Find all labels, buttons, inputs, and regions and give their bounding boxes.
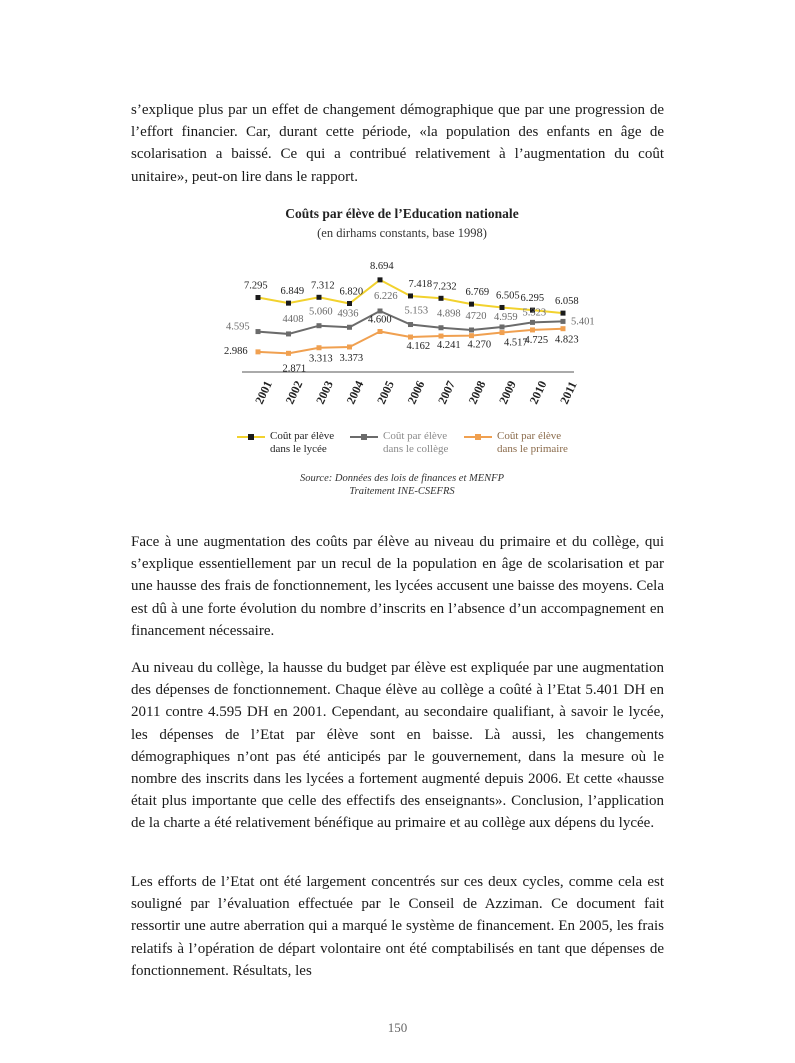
- data-label-0-6: 7.232: [433, 281, 457, 293]
- chart-processing: Traitement INE-CSEFRS: [349, 486, 455, 497]
- data-point-1-10: [561, 319, 566, 324]
- data-label-1-7: 4720: [465, 310, 487, 322]
- x-tick-2008: 2008: [465, 378, 489, 407]
- chart-source: Source: Données des lois de finances et MENFP: [299, 473, 505, 484]
- data-point-0-0: [256, 295, 261, 300]
- data-label-2-1: 2.871: [282, 363, 307, 375]
- x-tick-2003: 2003: [313, 378, 336, 407]
- data-label-1-0: 4.595: [226, 321, 250, 333]
- x-tick-2006: 2006: [404, 378, 428, 407]
- data-point-2-0: [256, 349, 261, 354]
- data-point-0-7: [469, 302, 474, 307]
- data-point-1-8: [500, 324, 505, 329]
- page-number: 150: [387, 1020, 408, 1035]
- data-label-0-10: 6.058: [555, 296, 579, 308]
- data-label-2-6: 4.241: [437, 340, 461, 352]
- data-label-0-8: 6.505: [496, 290, 520, 302]
- data-label-2-7: 4.270: [467, 339, 492, 351]
- data-label-2-8: 4.517: [504, 337, 528, 349]
- legend-college-line2: dans le collège: [383, 443, 449, 455]
- data-point-2-3: [347, 344, 352, 349]
- data-point-1-6: [439, 325, 444, 330]
- data-point-0-10: [561, 311, 566, 316]
- legend-lycee-line2: dans le lycée: [270, 443, 327, 455]
- data-label-0-1: 6.849: [280, 286, 305, 298]
- data-point-0-6: [439, 296, 444, 301]
- data-point-2-2: [317, 345, 322, 350]
- data-point-2-7: [469, 333, 474, 338]
- data-point-2-5: [408, 335, 413, 340]
- data-label-1-9: 5.323: [522, 307, 547, 319]
- data-point-1-0: [256, 329, 261, 334]
- data-label-0-7: 6.769: [465, 287, 490, 299]
- cost-per-student-chart: [222, 200, 595, 500]
- legend-college-symbol: [350, 432, 378, 442]
- legend-primaire-line2: dans le primaire: [497, 443, 568, 455]
- data-point-1-7: [469, 327, 474, 332]
- data-label-2-2: 3.313: [309, 353, 333, 365]
- paragraph-efforts: Les efforts de l’Etat ont été largement concentrés sur ces deux cycles, comme cela est souligné par l’évaluation effectuée par le Conseil de Azziman. Ce document fait ressortir une autre aberration qui a marqué le système de financement. En 2005, les frais relatifs à l’opération de départ volontaire ont été comptabilisés en tant que dépenses de fonctionnement. Résultats, les: [131, 874, 664, 979]
- data-label-1-4: 6.226: [374, 290, 398, 302]
- data-point-2-9: [530, 327, 535, 332]
- legend-primaire-symbol: [464, 432, 492, 442]
- paragraph-intro: s’explique plus par un effet de changement démographique que par une progression de l’effort financier. Car, durant cette période, «la population des enfants en âge de scolarisation a baissé. Ce qui a contribué relativement à l’augmentation du coût unitaire», peut-on lire dans le rapport.: [131, 102, 664, 185]
- chart-subtitle: (en dirhams constants, base 1998): [317, 226, 487, 240]
- legend-lycee-symbol: [237, 432, 265, 442]
- data-label-1-10: 5.401: [571, 316, 595, 328]
- data-label-0-4: 8.694: [370, 260, 394, 272]
- data-point-0-3: [347, 301, 352, 306]
- data-point-1-1: [286, 331, 291, 336]
- data-label-1-8: 4.959: [494, 311, 518, 323]
- data-label-1-3: 4936: [337, 308, 359, 320]
- data-point-2-1: [286, 351, 291, 356]
- data-point-0-4: [378, 277, 383, 282]
- legend-lycee-line1: Coût par élève: [270, 430, 335, 442]
- data-label-1-6: 4.898: [437, 308, 461, 320]
- x-tick-2001: 2001: [252, 378, 275, 407]
- data-label-2-0: 2.986: [224, 345, 248, 357]
- chart-plot-area: [222, 200, 595, 430]
- paragraph-face: Face à une augmentation des coûts par élève au niveau du primaire et du collège, qui s’explique essentiellement par un recul de la population en âge de scolarisation et par une hausse des frais de fonctionnement, les lycées accusent une baisse des moyens. Cela est dû à une forte évolution du nombre d’inscrits en l’absence d’un accompagnement en financement nécessaire.: [131, 534, 664, 639]
- x-tick-2010: 2010: [526, 378, 550, 407]
- data-point-2-4: [378, 329, 383, 334]
- data-point-1-3: [347, 325, 352, 330]
- data-label-0-2: 7.312: [311, 280, 335, 292]
- data-point-1-4: [378, 308, 383, 313]
- data-point-0-1: [286, 301, 291, 306]
- x-tick-2004: 2004: [343, 378, 367, 407]
- paragraph-college: Au niveau du collège, la hausse du budget par élève est expliquée par une augmentation des dépenses de fonctionnement. Chaque élève au collège a coûté à l’Etat 5.401 DH en 2011 contre 4.595 DH en 2001. Cependant, au secondaire qualifiant, à savoir le lycée, les dépenses de l’Etat par élève sont en baisse. Là aussi, les changements démographiques n’ont pas été anticipés par le gouvernement, dans la mesure où le nombre des inscrits dans les lycées a fortement augmenté depuis 2006. Et cette «hausse était plus importante que celle des effectifs des enseignants». Conclusion, l’application de la charte a été relativement bénéfique au primaire et au collège aux dépens du lycée.: [131, 660, 664, 832]
- data-point-1-2: [317, 323, 322, 328]
- data-point-1-5: [408, 322, 413, 327]
- data-point-2-10: [561, 326, 566, 331]
- data-point-2-8: [500, 330, 505, 335]
- data-label-0-0: 7.295: [244, 280, 268, 292]
- data-label-0-3: 6.820: [339, 286, 364, 298]
- x-tick-2002: 2002: [282, 378, 306, 407]
- legend-primaire-line1: Coût par élève: [497, 430, 562, 442]
- x-tick-2005: 2005: [374, 378, 397, 407]
- data-label-1-1: 4408: [282, 313, 304, 325]
- data-point-0-2: [317, 295, 322, 300]
- data-label-0-9: 6.295: [520, 293, 545, 305]
- data-label-0-5: 7.418: [408, 278, 433, 290]
- x-tick-2007: 2007: [435, 378, 458, 407]
- chart-title: Coûts par élève de l’Education nationale: [285, 206, 519, 221]
- data-point-0-5: [408, 293, 413, 298]
- data-label-2-9: 4.725: [524, 334, 549, 346]
- data-label-2-5: 4.162: [406, 341, 431, 353]
- data-label-2-4: 4.600: [368, 314, 392, 326]
- data-point-2-6: [439, 334, 444, 339]
- legend-college-line1: Coût par élève: [383, 430, 448, 442]
- data-label-1-5: 5.153: [404, 305, 429, 317]
- data-label-2-10: 4.823: [555, 334, 579, 346]
- data-point-0-8: [500, 305, 505, 310]
- x-tick-2009: 2009: [496, 378, 519, 407]
- x-tick-2011: 2011: [557, 379, 580, 407]
- data-point-1-9: [530, 320, 535, 325]
- data-label-1-2: 5.060: [309, 306, 333, 318]
- data-label-2-3: 3.373: [339, 352, 364, 364]
